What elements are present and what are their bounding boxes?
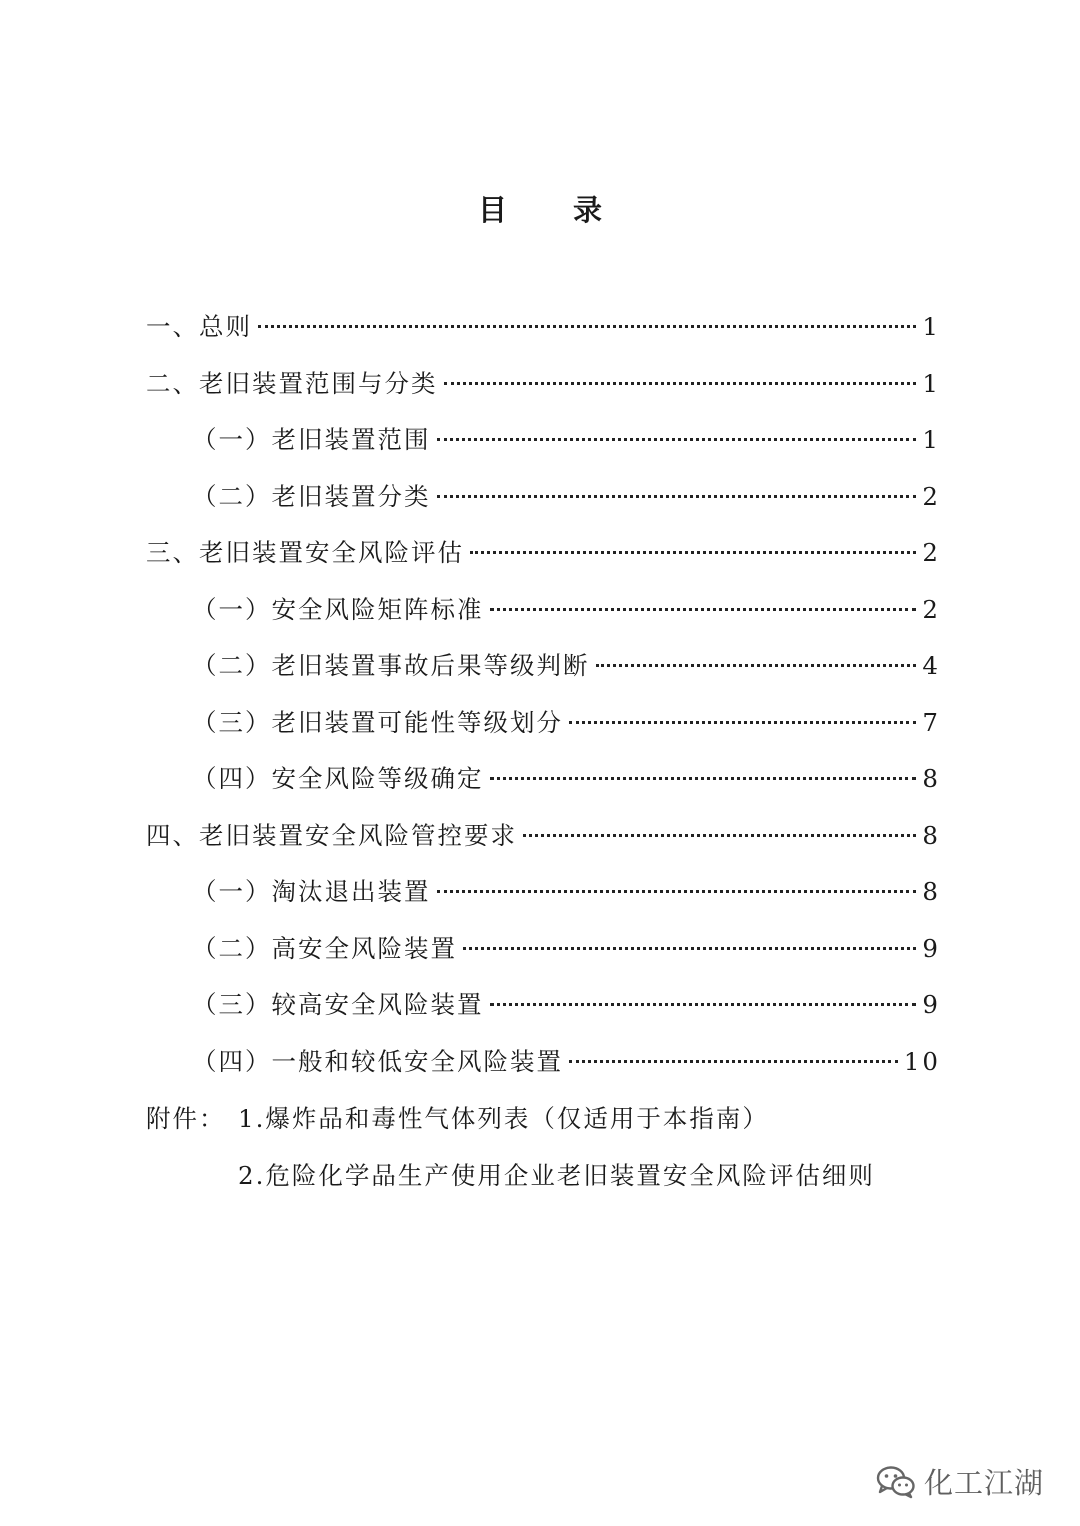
toc-dot-leader	[569, 1060, 898, 1063]
toc-entry	[146, 983, 941, 1040]
attachments-prefix: 附件：	[146, 1104, 226, 1133]
watermark	[876, 1461, 1044, 1502]
toc-entry-label: （二）老旧装置分类	[192, 481, 431, 511]
toc-dot-leader	[569, 721, 916, 724]
toc-entry-label: （二）高安全风险装置	[192, 933, 457, 963]
attachment-item	[146, 1097, 946, 1154]
toc-dot-leader	[490, 1003, 917, 1006]
toc-entry-label: （三）老旧装置可能性等级划分	[192, 707, 563, 737]
toc-entry-page: 1	[922, 368, 941, 398]
toc-dot-leader	[444, 382, 917, 385]
toc-entry-page: 8	[922, 764, 941, 793]
toc-dot-leader	[258, 325, 916, 328]
toc-entry	[146, 927, 941, 984]
toc-entry-page: 8	[922, 877, 941, 906]
attachment-item-label: 2.危险化学品生产使用企业老旧装置安全风险评估细则	[238, 1160, 875, 1190]
watermark-text: 化工江湖	[923, 1466, 1044, 1500]
toc-entry	[146, 588, 941, 645]
attachment-item	[146, 1154, 946, 1211]
toc-entry-page: 2	[922, 481, 941, 511]
toc-entry	[146, 418, 941, 475]
table-of-contents	[146, 305, 941, 1096]
toc-dot-leader	[437, 890, 917, 893]
toc-dot-leader	[463, 947, 916, 950]
toc-entry-label: 三、老旧装置安全风险评估	[146, 538, 464, 567]
toc-dot-leader	[470, 551, 916, 554]
page-title: 目 录	[477, 193, 631, 227]
toc-entry	[146, 362, 941, 419]
toc-entry-label: （一）淘汰退出装置	[192, 877, 431, 906]
toc-entry	[146, 870, 941, 927]
attachments-list	[146, 1097, 946, 1210]
toc-dot-leader	[437, 495, 917, 498]
toc-dot-leader	[596, 664, 917, 667]
toc-entry-page: 2	[922, 538, 941, 567]
attachment-item-label: 1.爆炸品和毒性气体列表（仅适用于本指南）	[238, 1104, 769, 1133]
toc-entry-label: （三）较高安全风险装置	[192, 990, 484, 1019]
toc-entry-page: 10	[903, 1046, 941, 1076]
toc-entry	[146, 305, 941, 362]
toc-entry-page: 8	[922, 820, 941, 850]
toc-entry-page: 9	[922, 933, 941, 963]
toc-entry	[146, 1040, 941, 1097]
toc-entry-page: 1	[922, 425, 941, 454]
toc-entry-label: 四、老旧装置安全风险管控要求	[146, 820, 517, 850]
toc-entry-label: （一）安全风险矩阵标准	[192, 594, 484, 624]
toc-entry-page: 9	[922, 990, 941, 1019]
toc-entry-page: 4	[922, 651, 941, 680]
toc-entry	[146, 814, 941, 871]
toc-entry-page: 7	[922, 707, 941, 737]
toc-entry-label: （四）安全风险等级确定	[192, 764, 484, 793]
toc-entry-label: 二、老旧装置范围与分类	[146, 368, 438, 398]
toc-entry	[146, 701, 941, 758]
toc-dot-leader	[523, 834, 916, 837]
toc-dot-leader	[437, 438, 917, 441]
toc-dot-leader	[490, 777, 917, 780]
wechat-icon	[876, 1465, 916, 1499]
toc-entry-label: 一、总则	[146, 312, 252, 341]
toc-entry-page: 1	[922, 312, 941, 341]
toc-entry	[146, 531, 941, 588]
toc-entry-label: （四）一般和较低安全风险装置	[192, 1046, 563, 1076]
toc-entry	[146, 757, 941, 814]
toc-entry-label: （一）老旧装置范围	[192, 425, 431, 454]
toc-dot-leader	[490, 608, 917, 611]
toc-entry	[146, 644, 941, 701]
toc-entry-label: （二）老旧装置事故后果等级判断	[192, 651, 590, 680]
toc-entry-page: 2	[922, 594, 941, 624]
toc-entry	[146, 475, 941, 532]
